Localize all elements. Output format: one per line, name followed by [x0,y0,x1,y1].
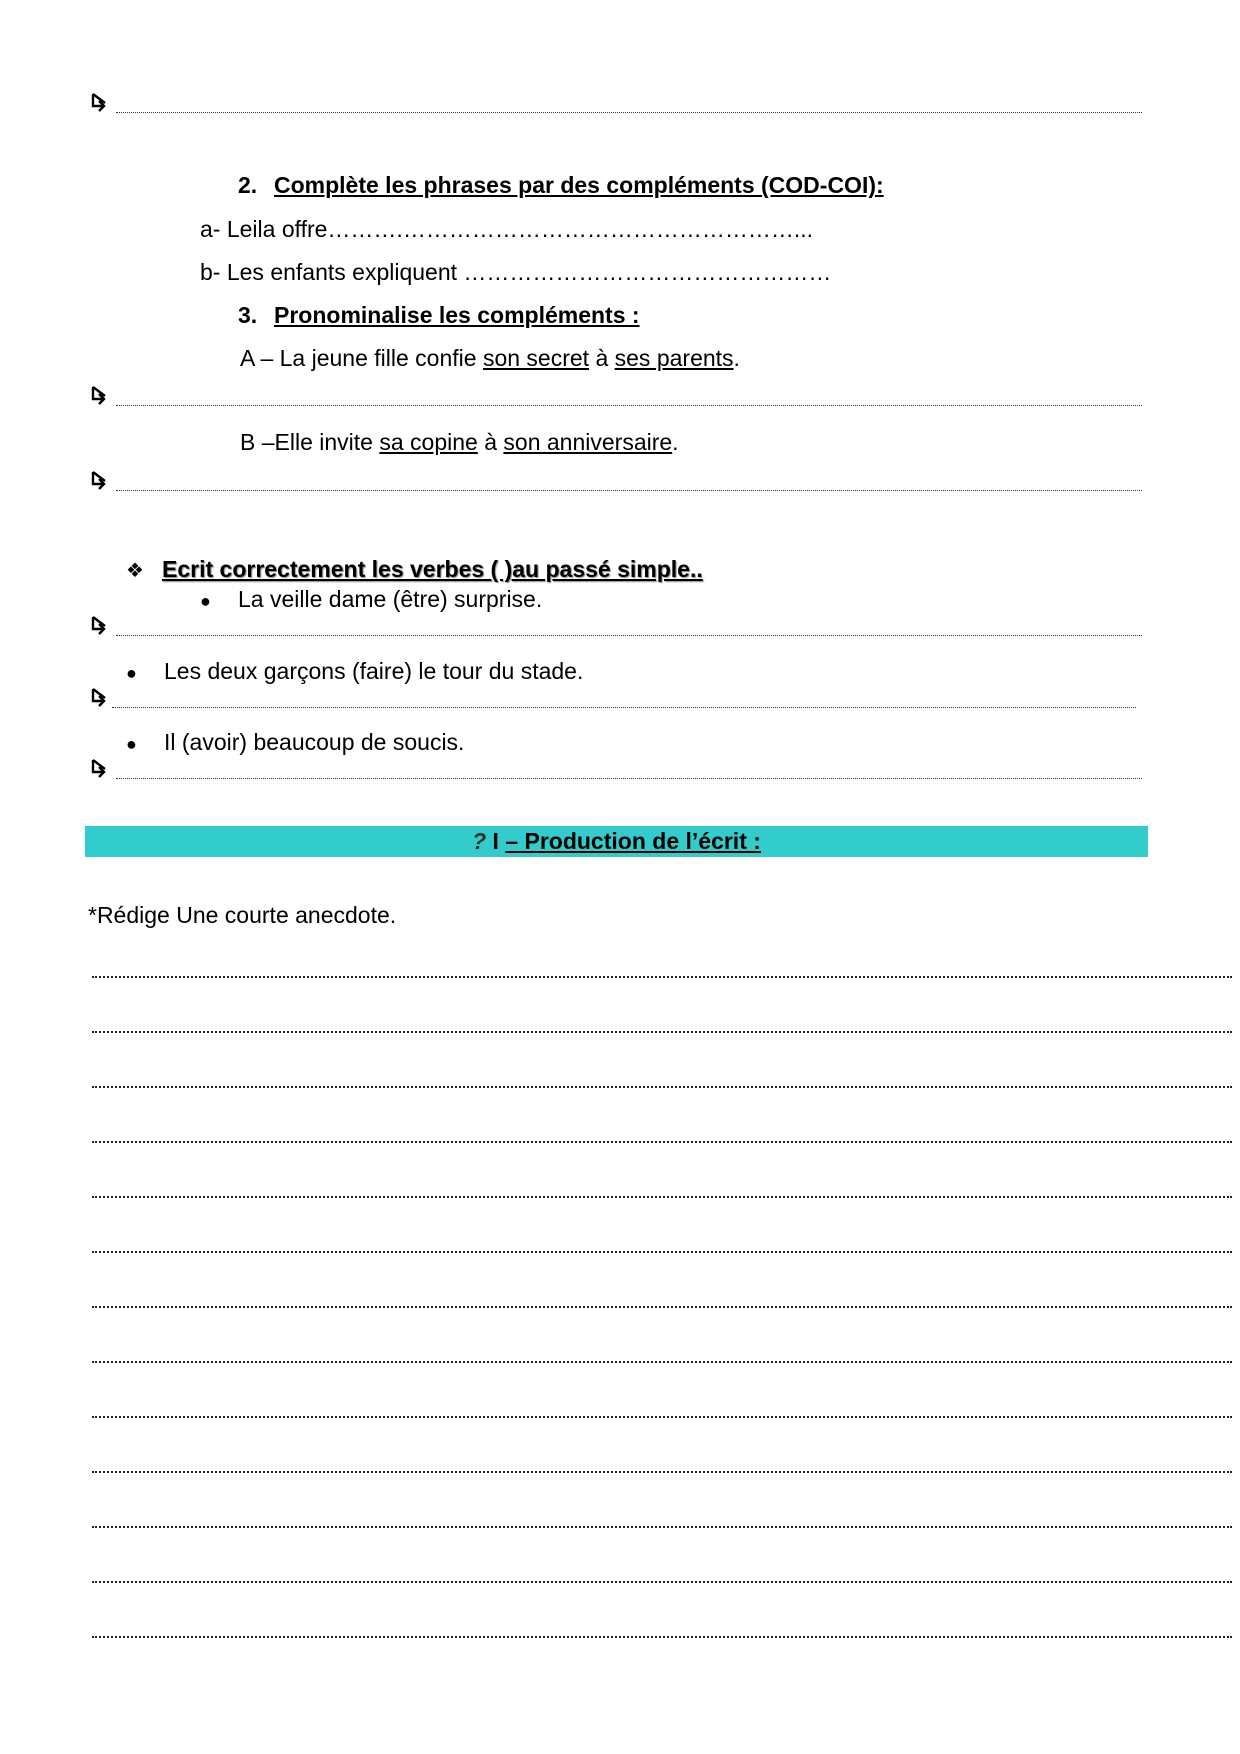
exercise-3-sentence-a: A – La jeune fille confie son secret à ses parents. [240,345,740,371]
verb-item: ● Les deux garçons (faire) le tour du stade. [126,658,584,684]
writing-prompt: *Rédige Une courte anecdote. [88,902,397,928]
production-banner: ? I – Production de l’écrit : [85,826,1148,857]
writing-line[interactable] [92,1526,1232,1528]
writing-line[interactable] [92,1196,1232,1198]
writing-line[interactable] [92,1031,1232,1033]
writing-line[interactable] [92,1416,1232,1418]
answer-line[interactable] [90,92,1142,120]
writing-line[interactable] [92,1251,1232,1253]
exercise-3-heading: 3. Pronominalise les compléments : [238,302,640,328]
arrow-icon [90,385,112,409]
exercise-3-sentence-b: B –Elle invite sa copine à son anniversaire. [240,429,679,455]
exercise-2-item-b: b- Les enfants expliquent ………………………………………… [200,259,832,285]
arrow-icon [90,470,112,494]
answer-line[interactable] [90,615,1142,643]
exercise-2-item-a: a- Leila offre……….……………………………………………... [200,216,813,242]
writing-line[interactable] [92,1471,1232,1473]
writing-line[interactable] [92,1636,1232,1638]
arrow-icon [90,92,112,116]
arrow-icon [90,687,112,711]
verb-item: ● La veille dame (être) surprise. [200,586,543,612]
writing-line[interactable] [92,1581,1232,1583]
answer-line[interactable] [90,758,1142,786]
exercise-2-heading: 2. Complète les phrases par des compléments (COD-COI): [238,172,884,198]
diamond-bullet-icon: ❖ [126,560,144,582]
writing-line[interactable] [92,976,1232,978]
answer-line[interactable] [90,470,1142,498]
arrow-icon [90,615,112,639]
writing-line[interactable] [92,1361,1232,1363]
question-icon: ? [472,828,487,854]
writing-line[interactable] [92,1306,1232,1308]
answer-line[interactable] [90,385,1142,413]
writing-line[interactable] [92,1086,1232,1088]
arrow-icon [90,758,112,782]
verb-item: ● Il (avoir) beaucoup de soucis. [126,729,465,755]
verbs-heading: ❖ Ecrit correctement les verbes ( )au passé simple.. [126,556,703,582]
writing-line[interactable] [92,1141,1232,1143]
answer-line[interactable] [90,687,1136,715]
